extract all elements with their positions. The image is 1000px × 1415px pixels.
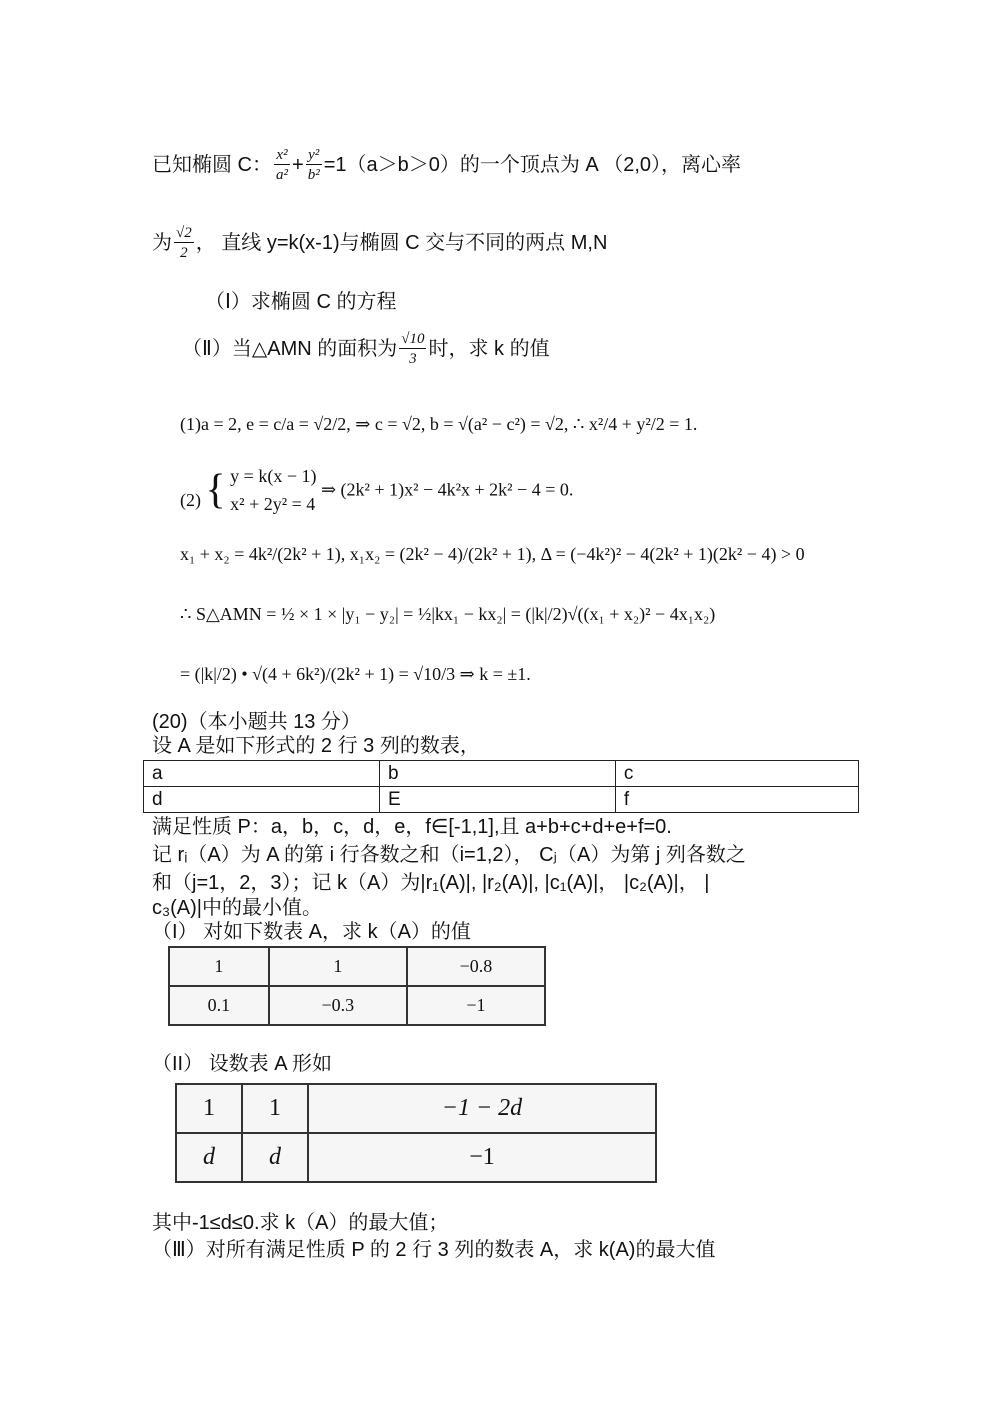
problem19-part2-post: 时，求 k 的值: [428, 337, 550, 360]
table-row: [176, 1084, 656, 1133]
sample-table-2: [175, 1083, 657, 1183]
table-cell: d: [176, 1133, 242, 1182]
table-row: [144, 787, 859, 813]
table-cell: −1: [407, 986, 545, 1025]
problem20-part1: （I） 对如下数表 A，求 k（A）的值: [152, 921, 471, 943]
table-cell: d: [242, 1133, 308, 1182]
system-brace: {: [205, 467, 226, 513]
table-cell: 1: [269, 947, 407, 986]
solution-step1-label: (1): [180, 414, 201, 434]
table-row: [169, 947, 545, 986]
problem20-definition-3: c₃(A)|中的最小值。: [152, 897, 322, 919]
problem20-part3: （Ⅲ）对所有满足性质 P 的 2 行 3 列的数表 A，求 k(A)的最大值: [152, 1239, 716, 1261]
problem20-header: (20)（本小题共 13 分）: [152, 711, 361, 733]
problem20-definition-1: 记 rᵢ（A）为 A 的第 i 行各数之和（i=1,2）， Cⱼ（A）为第 j 列各数之: [152, 844, 746, 866]
table-cell: a: [144, 761, 380, 787]
table-cell: 1: [242, 1084, 308, 1133]
problem20-property: 满足性质 P：a，b，c，d，e，f∈[-1,1],且 a+b+c+d+e+f=0.: [152, 816, 672, 838]
abstract-table: [143, 760, 859, 813]
table-row: [144, 761, 859, 787]
eccentricity-denominator: 2: [180, 245, 188, 261]
solution-step3: x₁ + x₂ = 4k²/(2k² + 1), x₁x₂ = (2k² − 4)/(2k² + 1), Δ = (−4k²)² − 4(2k² + 1)(2k² − 4) > 0: [180, 544, 805, 564]
ellipse-x-fraction: [274, 146, 290, 185]
area-denominator: 3: [409, 351, 417, 367]
area-fraction: [399, 330, 426, 369]
table-cell: c: [615, 761, 858, 787]
sample-table-1: [168, 946, 546, 1026]
ellipse-y-numerator: y²: [306, 146, 322, 165]
problem19-line1-post: =1（a＞b＞0）的一个顶点为 A （2,0），离心率: [323, 153, 742, 176]
problem20-part2: （II） 设数表 A 形如: [152, 1053, 333, 1075]
problem19-part2-pre: （Ⅱ）当△AMN 的面积为: [182, 337, 398, 360]
table-cell: f: [615, 787, 858, 813]
table-cell: −0.3: [269, 986, 407, 1025]
eccentricity-numerator: √2: [176, 225, 192, 241]
problem19-line2: [152, 224, 607, 263]
ellipse-x-denominator: a²: [276, 167, 288, 183]
problem19-line1-pre: 已知椭圆 C：: [152, 153, 272, 176]
table-cell: b: [379, 761, 615, 787]
table-cell: d: [144, 787, 380, 813]
problem19-line2-pre: 为: [152, 231, 172, 254]
table-cell: −1: [308, 1133, 656, 1182]
table-cell: 1: [176, 1084, 242, 1133]
system-equation-2: x² + 2y² = 4: [230, 494, 316, 514]
area-numerator: √10: [401, 331, 425, 347]
solution-step1-text: a = 2, e = c/a = √2/2, ⇒ c = √2, b = √(a² − c²) = √2, ∴ x²/4 + y²/2 = 1.: [201, 414, 698, 434]
table-row: [169, 986, 545, 1025]
ellipse-y-denominator: b²: [307, 167, 320, 183]
solution-step4: ∴ S△AMN = ½ × 1 × |y₁ − y₂| = ½|kx₁ − kx₂| = (|k|/2)√((x₁ + x₂)² − 4x₁x₂): [180, 604, 716, 624]
ellipse-x-numerator: x²: [274, 146, 290, 165]
problem20-condition: 其中-1≤d≤0.求 k（A）的最大值；: [152, 1212, 449, 1234]
table-cell: −0.8: [407, 947, 545, 986]
solution-step2: [180, 462, 573, 518]
problem19-line1: 已知椭圆 C： $\frac{\text{x²}}{\text{a²}}$ + $\frac{\text{y²}}{\text{b²}}$ =1（a＞b＞0）的一个顶点为 A （2,0），离心率: [152, 147, 742, 183]
table-cell: −1 − 2d: [308, 1084, 656, 1133]
solution-step5: = (|k|/2) • √(4 + 6k²)/(2k² + 1) = √10/3 ⇒ k = ±1.: [180, 664, 531, 684]
problem19-part1: （Ⅰ）求椭圆 C 的方程: [205, 291, 397, 313]
problem19-line2-post: ， 直线 y=k(x-1)与椭圆 C 交与不同的两点 M,N: [195, 231, 608, 254]
system-equation-1: y = k(x − 1): [230, 466, 317, 486]
problem20-intro: 设 A 是如下形式的 2 行 3 列的数表，: [152, 735, 480, 757]
problem19-part2: [182, 330, 550, 369]
eccentricity-fraction: [174, 224, 194, 263]
table-row: [176, 1133, 656, 1182]
solution-step2-label: (2): [180, 490, 201, 511]
equation-system: [230, 462, 316, 518]
table-cell: 0.1: [169, 986, 269, 1025]
table-cell: 1: [169, 947, 269, 986]
table-cell: E: [379, 787, 615, 813]
solution-step1: [180, 414, 697, 435]
system-result: ⇒ (2k² + 1)x² − 4k²x + 2k² − 4 = 0.: [320, 479, 574, 500]
problem20-definition-2: 和（j=1，2，3）；记 k（A）为|r₁(A)|, |r₂(A)|, |c₁(A)|， |c₂(A)|， |: [152, 872, 710, 894]
ellipse-y-fraction: [306, 146, 322, 185]
